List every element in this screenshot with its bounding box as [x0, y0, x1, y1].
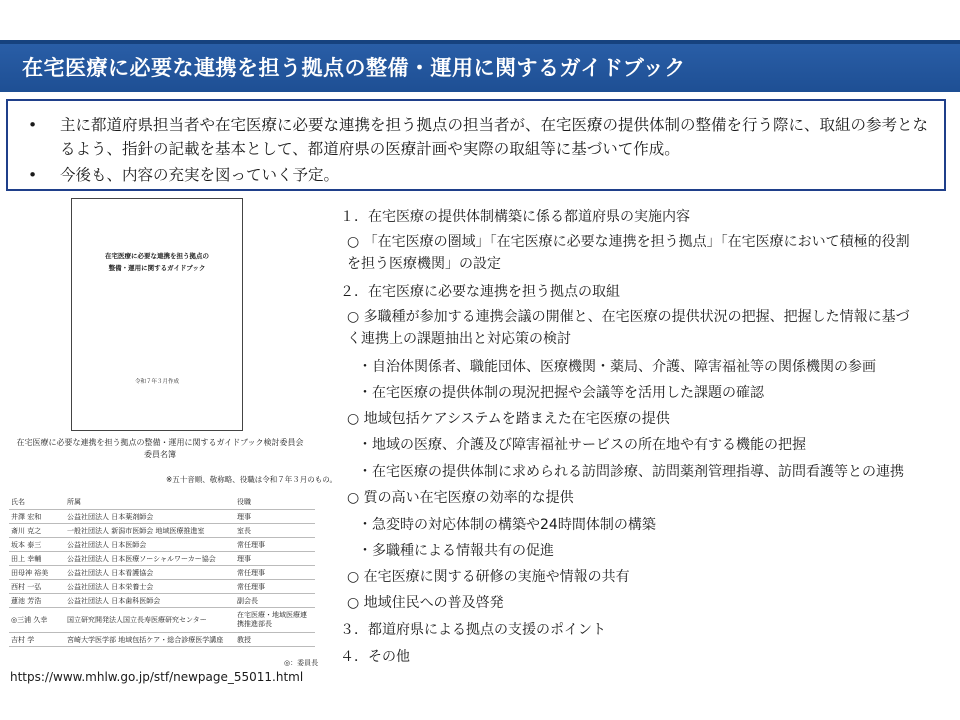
member-org: 公益社団法人 日本医療ソーシャルワーカー協会: [65, 552, 235, 566]
outline-section-heading: ２．在宅医療に必要な連携を担う拠点の取組: [340, 284, 620, 300]
header-org: 所属: [65, 494, 235, 510]
title-stripe: [0, 40, 960, 44]
member-role: 常任理事: [235, 580, 315, 594]
table-header-row: [9, 494, 315, 510]
table-row: [9, 608, 315, 633]
header-role: 役職: [235, 494, 315, 510]
member-role: 理事: [235, 510, 315, 524]
outline-subitem: ・自治体関係者、職能団体、医療機関・薬局、介護、障害福祉等の関係機関の参画: [358, 359, 876, 375]
member-name: 坂本 泰三: [9, 538, 65, 552]
outline-subitem: ・在宅医療の提供体制に求められる訪問診療、訪問薬剤管理指導、訪問看護等との連携: [358, 464, 904, 480]
committee-title: [0, 437, 320, 461]
outline-item: ○ 地域住民への普及啓発: [347, 595, 504, 611]
table-row: [9, 524, 315, 538]
member-org: 公益社団法人 日本薬剤師会: [65, 510, 235, 524]
title-bar: [0, 40, 960, 92]
member-name: 吉村 学: [9, 633, 65, 647]
table-row: [9, 552, 315, 566]
table-row: [9, 580, 315, 594]
committee-title-line1: 在宅医療に必要な連携を担う拠点の整備・運用に関するガイドブック検討委員会: [16, 438, 304, 447]
table-row: [9, 538, 315, 552]
outline-subitem: ・在宅医療の提供体制の現況把握や会議等を活用した課題の確認: [358, 385, 764, 401]
member-name: 蓮池 芳浩: [9, 594, 65, 608]
member-name: 斎川 克之: [9, 524, 65, 538]
member-name: 田母神 裕美: [9, 566, 65, 580]
source-url: https://www.mhlw.go.jp/stf/newpage_55011.html: [10, 670, 304, 684]
table-row: [9, 633, 315, 647]
summary-item: [28, 163, 940, 187]
member-org: 公益社団法人 日本看護協会: [65, 566, 235, 580]
outline-item: ○ 地域包括ケアシステムを踏まえた在宅医療の提供: [347, 411, 670, 427]
outline-item: ○ 多職種が参加する連携会議の開催と、在宅医療の提供状況の把握、把握した情報に基づく連携上の課題抽出と対応策の検討: [347, 309, 910, 347]
summary-box: [6, 99, 946, 191]
member-name: 西村 一弘: [9, 580, 65, 594]
committee-title-line2: 委員名簿: [144, 450, 176, 459]
member-role: 教授: [235, 633, 315, 647]
member-role: 常任理事: [235, 566, 315, 580]
member-role: 常任理事: [235, 538, 315, 552]
cover-title-line1: 在宅医療に必要な連携を担う拠点の: [105, 252, 209, 260]
outline-section-heading: ４．その他: [340, 649, 410, 665]
outline-section-heading: １．在宅医療の提供体制構築に係る都道府県の実施内容: [340, 209, 690, 225]
page-title: 在宅医療に必要な連携を担う拠点の整備・運用に関するガイドブック: [22, 56, 686, 80]
outline-item: ○ 「在宅医療の圏域」「在宅医療に必要な連携を担う拠点」「在宅医療において積極的役割を担う医療機関」の設定: [347, 234, 910, 272]
bullet: •: [28, 166, 38, 184]
member-table: [9, 494, 315, 647]
summary-text: 今後も、内容の充実を図っていく予定。: [60, 166, 340, 184]
member-role: 在宅医療・地域医療連携推進部長: [235, 608, 315, 633]
summary-item: [28, 113, 940, 161]
summary-text: 主に都道府県担当者や在宅医療に必要な連携を担う拠点の担当者が、在宅医療の提供体制の整備を行う際に、取組の参考となるよう、指針の記載を基本として、都道府県の医療計画や実際の取組等に基づいて作成。: [60, 116, 929, 158]
outline-subitem: ・地域の医療、介護及び障害福祉サービスの所在地や有する機能の把握: [358, 437, 806, 453]
member-org: 公益社団法人 日本歯科医師会: [65, 594, 235, 608]
member-org: 一般社団法人 新潟市医師会 地域医療推進室: [65, 524, 235, 538]
outline-subitem: ・多職種による情報共有の促進: [358, 543, 554, 559]
member-org: 公益社団法人 日本医師会: [65, 538, 235, 552]
header-name: 氏名: [9, 494, 65, 510]
committee-note: ※五十音順、敬称略、役職は令和７年３月のもの。: [166, 475, 337, 484]
member-name: 井澤 宏和: [9, 510, 65, 524]
member-role: 理事: [235, 552, 315, 566]
table-row: [9, 566, 315, 580]
member-role: 室長: [235, 524, 315, 538]
bullet: •: [28, 116, 38, 134]
cover-title-line2: 整備・運用に関するガイドブック: [108, 264, 206, 272]
table-row: [9, 510, 315, 524]
member-org: 宮崎大学医学部 地域包括ケア・総合診療医学講座: [65, 633, 235, 647]
outline-item: ○ 在宅医療に関する研修の実施や情報の共有: [347, 569, 630, 585]
outline-item: ○ 質の高い在宅医療の効率的な提供: [347, 490, 574, 506]
member-name: ◎三浦 久幸: [9, 608, 65, 633]
member-name: 田上 幸輔: [9, 552, 65, 566]
cover-date: 令和７年３月作成: [134, 379, 179, 385]
table-row: [9, 594, 315, 608]
member-org: 国立研究開発法人国立長寿医療研究センター: [65, 608, 235, 633]
chair-note: ◎：委員長: [284, 659, 319, 667]
outline-subitem: ・急変時の対応体制の構築や24時間体制の構築: [358, 517, 656, 533]
member-org: 公益社団法人 日本栄養士会: [65, 580, 235, 594]
member-role: 副会長: [235, 594, 315, 608]
outline-section-heading: ３．都道府県による拠点の支援のポイント: [340, 622, 606, 638]
guidebook-cover: [71, 198, 243, 431]
